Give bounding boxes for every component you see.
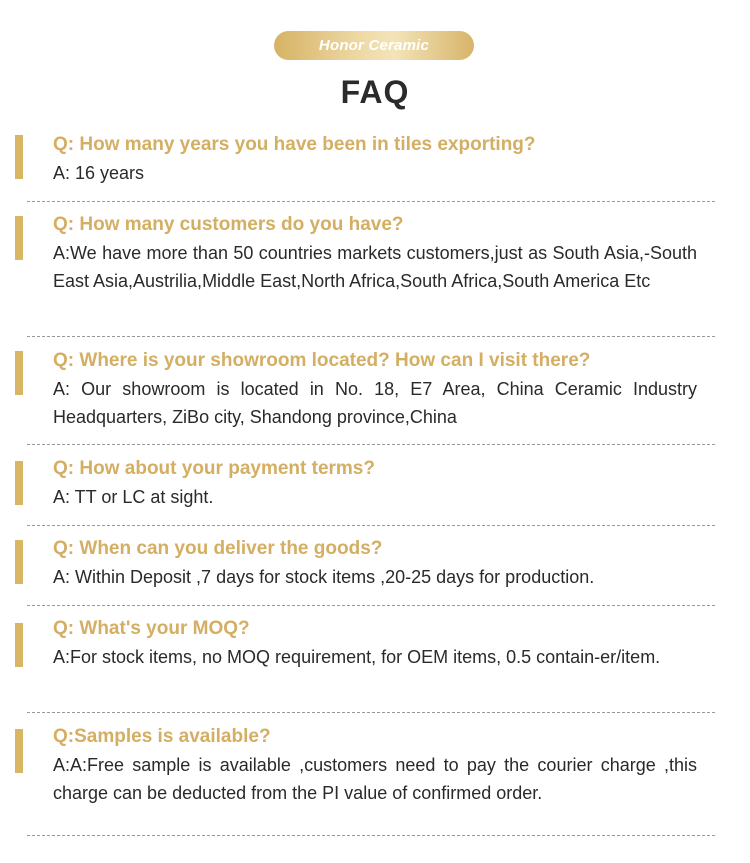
faq-accent-bar	[15, 623, 23, 667]
faq-answer: A:For stock items, no MOQ requirement, for OEM items, 0.5 contain-er/item.	[53, 647, 661, 667]
page-title: FAQ	[340, 74, 410, 110]
faq-accent-bar	[15, 135, 23, 179]
faq-question: Q: How about your payment terms?	[53, 458, 375, 479]
faq-question: Q: Where is your showroom located? How can I visit there?	[53, 350, 591, 371]
faq-question: Q: How many years you have been in tiles exporting?	[53, 134, 536, 155]
brand-badge: Honor Ceramic	[274, 31, 474, 60]
faq-accent-bar	[15, 461, 23, 505]
faq-answer: A:A:Free sample is available ,customers need to pay the courier charge ,this charge can be deducted from the PI value of confirmed order.	[53, 755, 697, 803]
faq-divider	[27, 525, 715, 526]
faq-divider	[27, 605, 715, 606]
faq-question: Q: When can you deliver the goods?	[53, 538, 383, 559]
faq-question: Q: What's your MOQ?	[53, 618, 250, 639]
faq-divider	[27, 444, 715, 445]
faq-divider	[27, 201, 715, 202]
faq-accent-bar	[15, 216, 23, 260]
faq-divider	[27, 835, 715, 836]
faq-divider	[27, 712, 715, 713]
faq-question: Q: How many customers do you have?	[53, 214, 404, 235]
faq-answer: A: Within Deposit ,7 days for stock items ,20-25 days for production.	[53, 567, 595, 587]
faq-divider	[27, 336, 715, 337]
faq-answer: A: Our showroom is located in No. 18, E7 Area, China Ceramic Industry Headquarters, ZiBo city, Shandong province,China	[53, 379, 697, 427]
faq-answer: A: TT or LC at sight.	[53, 487, 214, 507]
faq-answer: A:We have more than 50 countries markets customers,just as South Asia,-South East Asia,Austrilia,Middle East,North Africa,South Africa,South America Etc	[53, 243, 697, 291]
faq-answer: A: 16 years	[53, 163, 145, 183]
faq-accent-bar	[15, 351, 23, 395]
faq-accent-bar	[15, 540, 23, 584]
faq-question: Q:Samples is available?	[53, 726, 271, 747]
faq-accent-bar	[15, 729, 23, 773]
